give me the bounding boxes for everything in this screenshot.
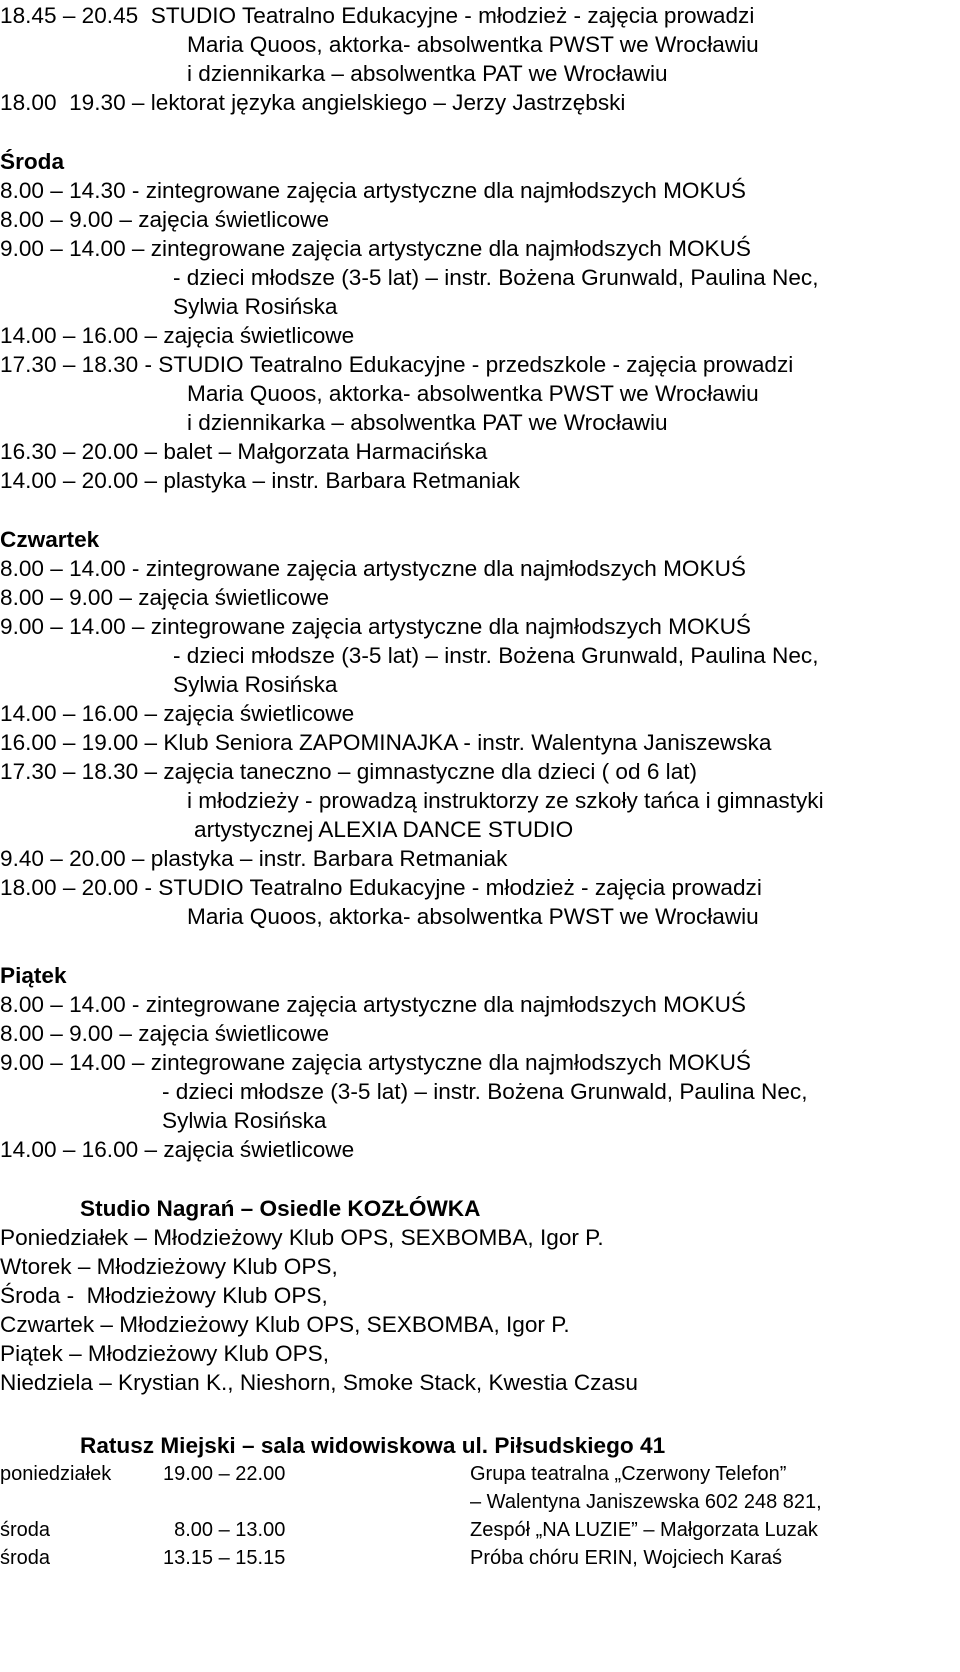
section-heading-ratusz: Ratusz Miejski – sala widowiskowa ul. Piłsudskiego 41 xyxy=(80,1433,666,1458)
schedule-line: 18.00 19.30 – lektorat języka angielskiego – Jerzy Jastrzębski xyxy=(0,90,626,115)
ratusz-desc: Zespół „NA LUZIE” – Małgorzata Luzak xyxy=(470,1519,818,1541)
day-heading-czwartek: Czwartek xyxy=(0,527,100,552)
schedule-line: Niedziela – Krystian K., Nieshorn, Smoke Stack, Kwestia Czasu xyxy=(0,1370,638,1395)
ratusz-day: środa xyxy=(0,1519,51,1541)
schedule-line: i dziennikarka – absolwentka PAT we Wrocławiu xyxy=(187,410,668,435)
schedule-line: 14.00 – 16.00 – zajęcia świetlicowe xyxy=(0,1137,355,1162)
schedule-line: i dziennikarka – absolwentka PAT we Wrocławiu xyxy=(187,61,668,86)
ratusz-desc: Grupa teatralna „Czerwony Telefon” xyxy=(470,1463,787,1485)
schedule-line: 14.00 – 16.00 – zajęcia świetlicowe xyxy=(0,323,355,348)
schedule-line: Sylwia Rosińska xyxy=(173,672,338,697)
ratusz-desc: Próba chóru ERIN, Wojciech Karaś xyxy=(470,1547,782,1569)
schedule-line: i młodzieży - prowadzą instruktorzy ze szkoły tańca i gimnastyki xyxy=(187,788,824,813)
schedule-line: Sylwia Rosińska xyxy=(162,1108,327,1133)
ratusz-desc: – Walentyna Janiszewska 602 248 821, xyxy=(470,1491,822,1513)
schedule-line: 8.00 – 14.30 - zintegrowane zajęcia artystyczne dla najmłodszych MOKUŚ xyxy=(0,178,746,203)
day-heading-piatek: Piątek xyxy=(0,963,67,988)
schedule-line: 14.00 – 20.00 – plastyka – instr. Barbara Retmaniak xyxy=(0,468,520,493)
day-heading-sroda: Środa xyxy=(0,149,65,174)
schedule-line: 8.00 – 9.00 – zajęcia świetlicowe xyxy=(0,585,330,610)
section-heading-studio: Studio Nagrań – Osiedle KOZŁÓWKA xyxy=(80,1196,481,1221)
ratusz-day: poniedziałek xyxy=(0,1463,112,1485)
schedule-line: Piątek – Młodzieżowy Klub OPS, xyxy=(0,1341,330,1366)
schedule-line: 9.00 – 14.00 – zintegrowane zajęcia artystyczne dla najmłodszych MOKUŚ xyxy=(0,614,751,639)
schedule-line: 8.00 – 9.00 – zajęcia świetlicowe xyxy=(0,1021,330,1046)
ratusz-time: 13.15 – 15.15 xyxy=(163,1547,286,1569)
schedule-line: - dzieci młodsze (3-5 lat) – instr. Bożena Grunwald, Paulina Nec, xyxy=(173,265,819,290)
ratusz-time: 19.00 – 22.00 xyxy=(163,1463,286,1485)
ratusz-time: 8.00 – 13.00 xyxy=(163,1519,286,1541)
ratusz-day: środa xyxy=(0,1547,51,1569)
schedule-line: 8.00 – 9.00 – zajęcia świetlicowe xyxy=(0,207,330,232)
schedule-line: 9.40 – 20.00 – plastyka – instr. Barbara Retmaniak xyxy=(0,846,508,871)
schedule-line: - dzieci młodsze (3-5 lat) – instr. Bożena Grunwald, Paulina Nec, xyxy=(162,1079,808,1104)
schedule-line: 8.00 – 14.00 - zintegrowane zajęcia artystyczne dla najmłodszych MOKUŚ xyxy=(0,556,746,581)
schedule-line: 9.00 – 14.00 – zintegrowane zajęcia artystyczne dla najmłodszych MOKUŚ xyxy=(0,1050,751,1075)
schedule-line: Maria Quoos, aktorka- absolwentka PWST we Wrocławiu xyxy=(187,381,759,406)
schedule-line: 9.00 – 14.00 – zintegrowane zajęcia artystyczne dla najmłodszych MOKUŚ xyxy=(0,236,751,261)
schedule-line: 16.30 – 20.00 – balet – Małgorzata Harmacińska xyxy=(0,439,488,464)
schedule-line: 17.30 – 18.30 - STUDIO Teatralno Edukacyjne - przedszkole - zajęcia prowadzi xyxy=(0,352,794,377)
schedule-line: Poniedziałek – Młodzieżowy Klub OPS, SEXBOMBA, Igor P. xyxy=(0,1225,604,1250)
schedule-line: Maria Quoos, aktorka- absolwentka PWST we Wrocławiu xyxy=(187,904,759,929)
schedule-line: 17.30 – 18.30 – zajęcia taneczno – gimnastyczne dla dzieci ( od 6 lat) xyxy=(0,759,698,784)
schedule-line: Maria Quoos, aktorka- absolwentka PWST we Wrocławiu xyxy=(187,32,759,57)
schedule-line: Wtorek – Młodzieżowy Klub OPS, xyxy=(0,1254,338,1279)
schedule-line: 18.45 – 20.45 STUDIO Teatralno Edukacyjne - młodzież - zajęcia prowadzi xyxy=(0,3,755,28)
schedule-line: 16.00 – 19.00 – Klub Seniora ZAPOMINAJKA - instr. Walentyna Janiszewska xyxy=(0,730,772,755)
schedule-line: artystycznej ALEXIA DANCE STUDIO xyxy=(194,817,574,842)
schedule-line: Czwartek – Młodzieżowy Klub OPS, SEXBOMBA, Igor P. xyxy=(0,1312,570,1337)
schedule-line: Środa - Młodzieżowy Klub OPS, xyxy=(0,1283,328,1308)
schedule-line: 14.00 – 16.00 – zajęcia świetlicowe xyxy=(0,701,355,726)
schedule-line: 8.00 – 14.00 - zintegrowane zajęcia artystyczne dla najmłodszych MOKUŚ xyxy=(0,992,746,1017)
schedule-line: - dzieci młodsze (3-5 lat) – instr. Bożena Grunwald, Paulina Nec, xyxy=(173,643,819,668)
schedule-line: Sylwia Rosińska xyxy=(173,294,338,319)
schedule-line: 18.00 – 20.00 - STUDIO Teatralno Edukacyjne - młodzież - zajęcia prowadzi xyxy=(0,875,762,900)
